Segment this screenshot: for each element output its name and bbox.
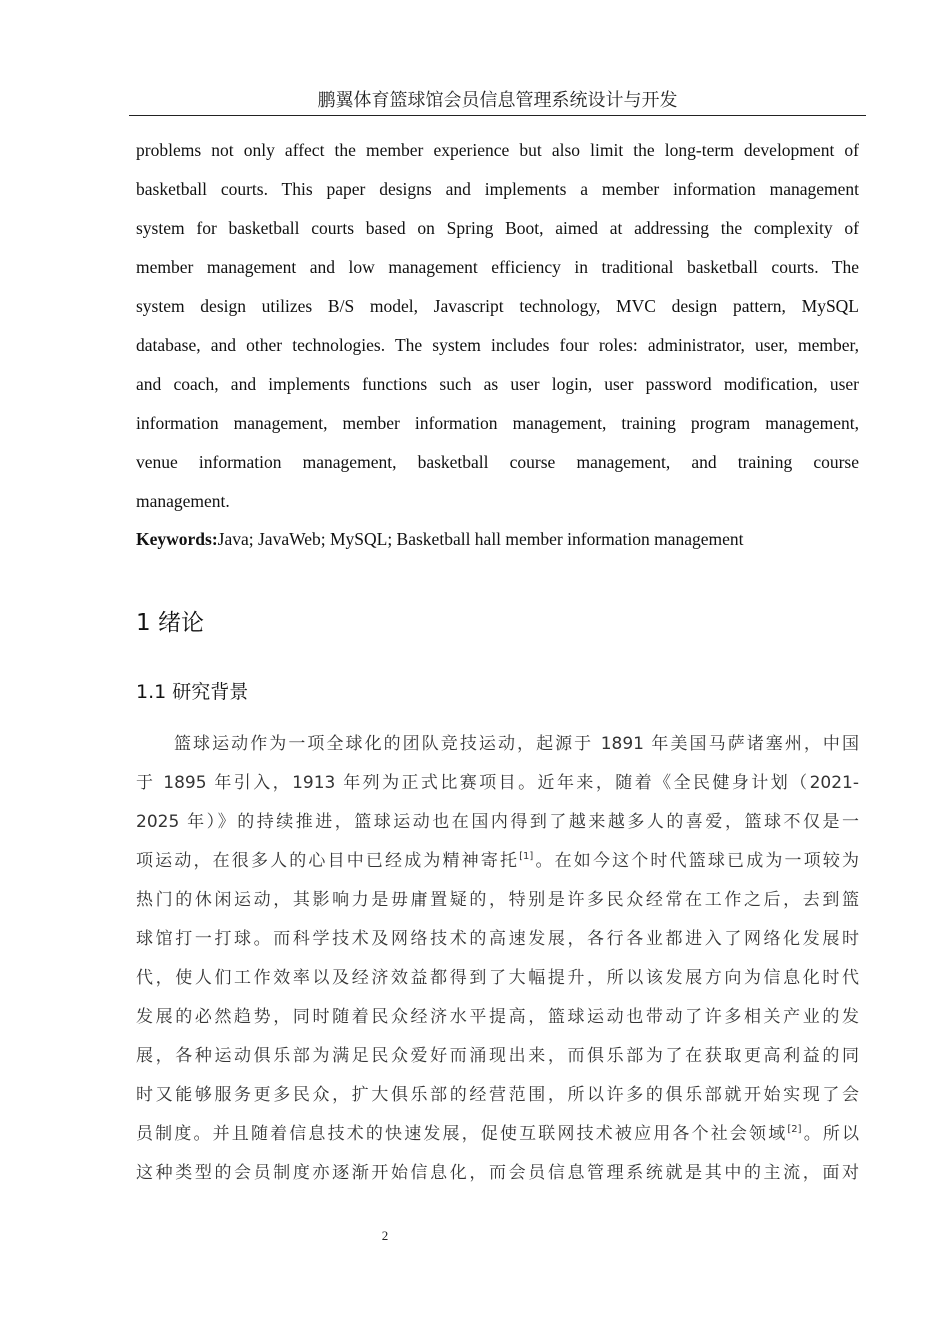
paragraph-line: 时又能够服务更多民众，扩大俱乐部的经营范围，所以许多的俱乐部就开始实现了会 — [136, 1085, 859, 1105]
abstract-line: management. — [136, 491, 230, 511]
abstract-line: system design utilizes B/S model, Javascript technology, MVC design pattern, MySQL — [136, 296, 859, 316]
paragraph-line — [136, 842, 859, 881]
abstract-line: and coach, and implements functions such as user login, user password modification, user — [136, 374, 859, 394]
keywords-label: Keywords: — [136, 529, 218, 549]
paragraph-line — [136, 1115, 859, 1154]
paragraph-line: 篮球运动作为一项全球化的团队竞技运动，起源于 1891 年美国马萨诸塞州，中国 — [174, 734, 859, 754]
abstract-line: basketball courts. This paper designs and implements a member information management — [136, 179, 859, 199]
abstract-line: system for basketball courts based on Spring Boot, aimed at addressing the complexity of — [136, 218, 859, 238]
research-background-paragraph — [136, 725, 859, 1193]
keywords-value: Java; JavaWeb; MySQL; Basketball hall member information management — [217, 529, 744, 549]
english-abstract — [136, 131, 859, 521]
paragraph-line: 球馆打一打球。而科学技术及网络技术的高速发展，各行各业都进入了网络化发展时 — [136, 929, 859, 949]
paragraph-line: 发展的必然趋势，同时随着民众经济水平提高，篮球运动也带动了许多相关产业的发 — [136, 1007, 859, 1027]
line-text: 项运动，在很多人的心目中已经成为精神寄托 — [136, 851, 520, 871]
abstract-line: member management and low management efficiency in traditional basketball courts. The — [136, 257, 859, 277]
line-text: 。所以 — [801, 1124, 860, 1144]
keywords-line — [136, 521, 744, 557]
abstract-line: venue information management, basketball course management, and training course — [136, 452, 859, 472]
abstract-line: database, and other technologies. The system includes four roles: administrator, user, member, — [136, 335, 859, 355]
line-text: 员制度。并且随着信息技术的快速发展，促使互联网技术被应用各个社会领域 — [136, 1124, 788, 1144]
line-text: 。在如今这个时代篮球已成为一项较为 — [533, 851, 860, 871]
paragraph-line: 展，各种运动俱乐部为满足民众爱好而涌现出来，而俱乐部为了在获取更高利益的同 — [136, 1046, 859, 1066]
citation-ref-2[interactable]: [2] — [787, 1124, 802, 1135]
abstract-line: problems not only affect the member experience but also limit the long-term development of — [136, 140, 859, 160]
paragraph-line: 2025 年）》的持续推进，篮球运动也在国内得到了越来越多人的喜爱，篮球不仅是一 — [136, 812, 859, 832]
chapter-heading: 1 绪论 — [136, 610, 204, 636]
citation-ref-1[interactable]: [1] — [519, 851, 534, 862]
paragraph-line: 于 1895 年引入，1913 年列为正式比赛项目。近年来，随着《全民健身计划（2021- — [136, 773, 859, 793]
running-header-title: 鹏翼体育篮球馆会员信息管理系统设计与开发 — [317, 90, 678, 111]
paragraph-line: 这种类型的会员制度亦逐渐开始信息化，而会员信息管理系统就是其中的主流，面对 — [136, 1163, 859, 1183]
paragraph-line: 代，使人们工作效率以及经济效益都得到了大幅提升，所以该发展方向为信息化时代 — [136, 968, 859, 988]
abstract-line: information management, member information management, training program management, — [136, 413, 859, 433]
running-header — [129, 88, 866, 116]
section-heading: 1.1 研究背景 — [136, 681, 249, 703]
page-number: 2 — [381, 1228, 389, 1243]
paragraph-line: 热门的休闲运动，其影响力是毋庸置疑的，特别是许多民众经常在工作之后，去到篮 — [136, 890, 859, 910]
